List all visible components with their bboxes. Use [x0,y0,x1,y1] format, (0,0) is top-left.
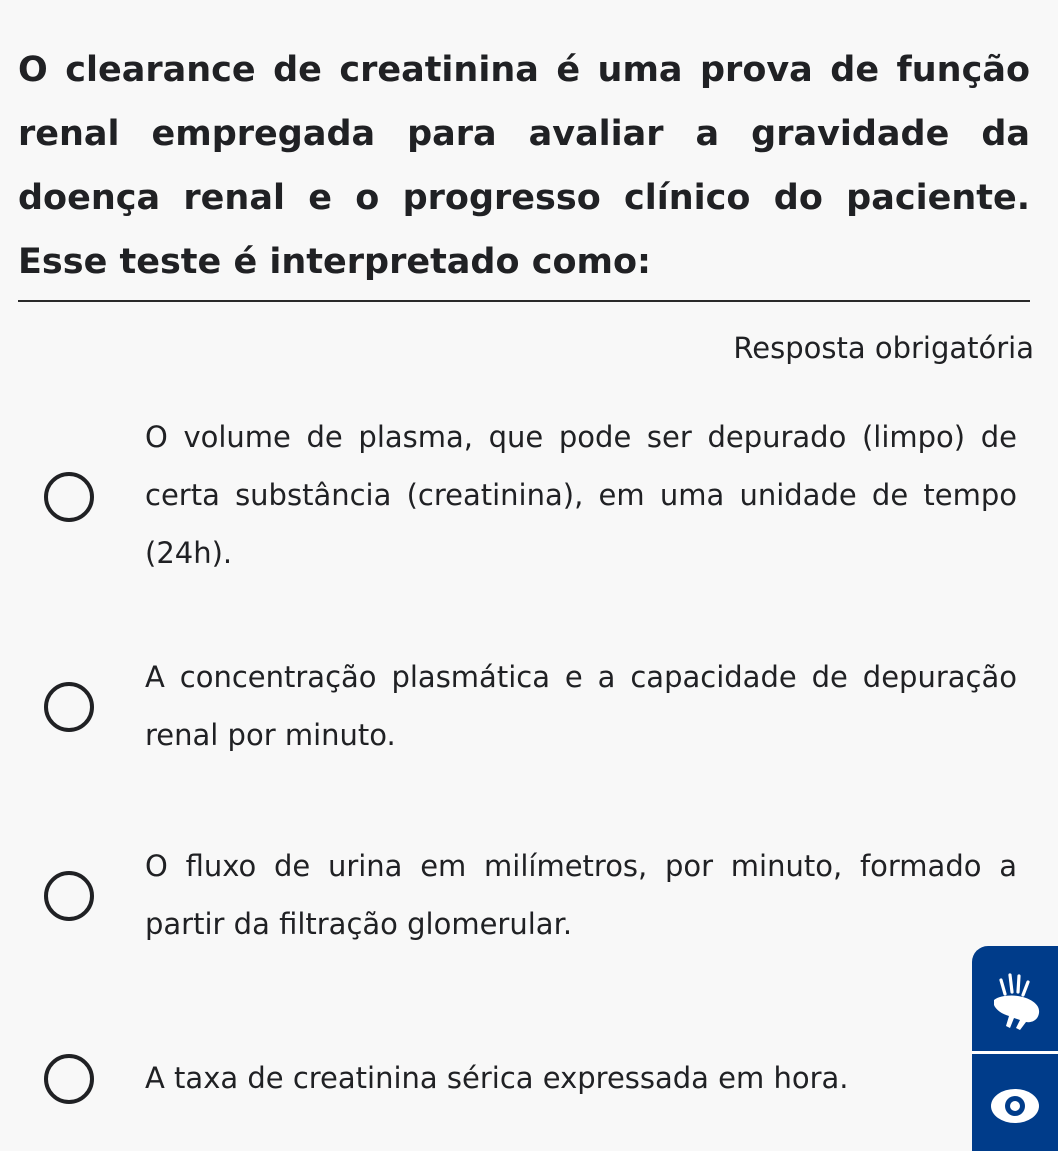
radio-button[interactable] [44,1054,94,1104]
radio-button[interactable] [44,871,94,921]
eye-icon [989,1085,1041,1127]
divider [18,300,1030,302]
option-1[interactable] [0,408,1058,582]
required-label: Resposta obrigatória [733,331,1034,365]
option-label: O volume de plasma, que pode ser depurado (limpo) de certa substância (creatinina), em uma unidade de tempo (24h). [145,420,1017,570]
radio-button[interactable] [44,682,94,732]
option-label: A taxa de creatinina sérica expressada em hora. [145,1061,849,1095]
option-3[interactable] [0,837,1058,953]
sign-language-icon [986,970,1044,1034]
option-4[interactable] [0,1049,1058,1109]
visual-accessibility-button[interactable] [972,1064,1058,1148]
option-2[interactable] [0,648,1058,764]
question-text: O clearance de creatinina é uma prova de função renal empregada para avaliar a gravidade da doença renal e o progresso clínico do paciente. Esse teste é interpretado como: [18,50,1030,282]
sign-language-button[interactable] [972,958,1058,1046]
radio-button[interactable] [44,472,94,522]
option-label: O fluxo de urina em milímetros, por minuto, formado a partir da filtração glomerular. [145,849,1017,941]
option-label: A concentração plasmática e a capacidade de depuração renal por minuto. [145,660,1017,752]
accessibility-widget [972,946,1058,1151]
widget-separator [972,1051,1058,1054]
